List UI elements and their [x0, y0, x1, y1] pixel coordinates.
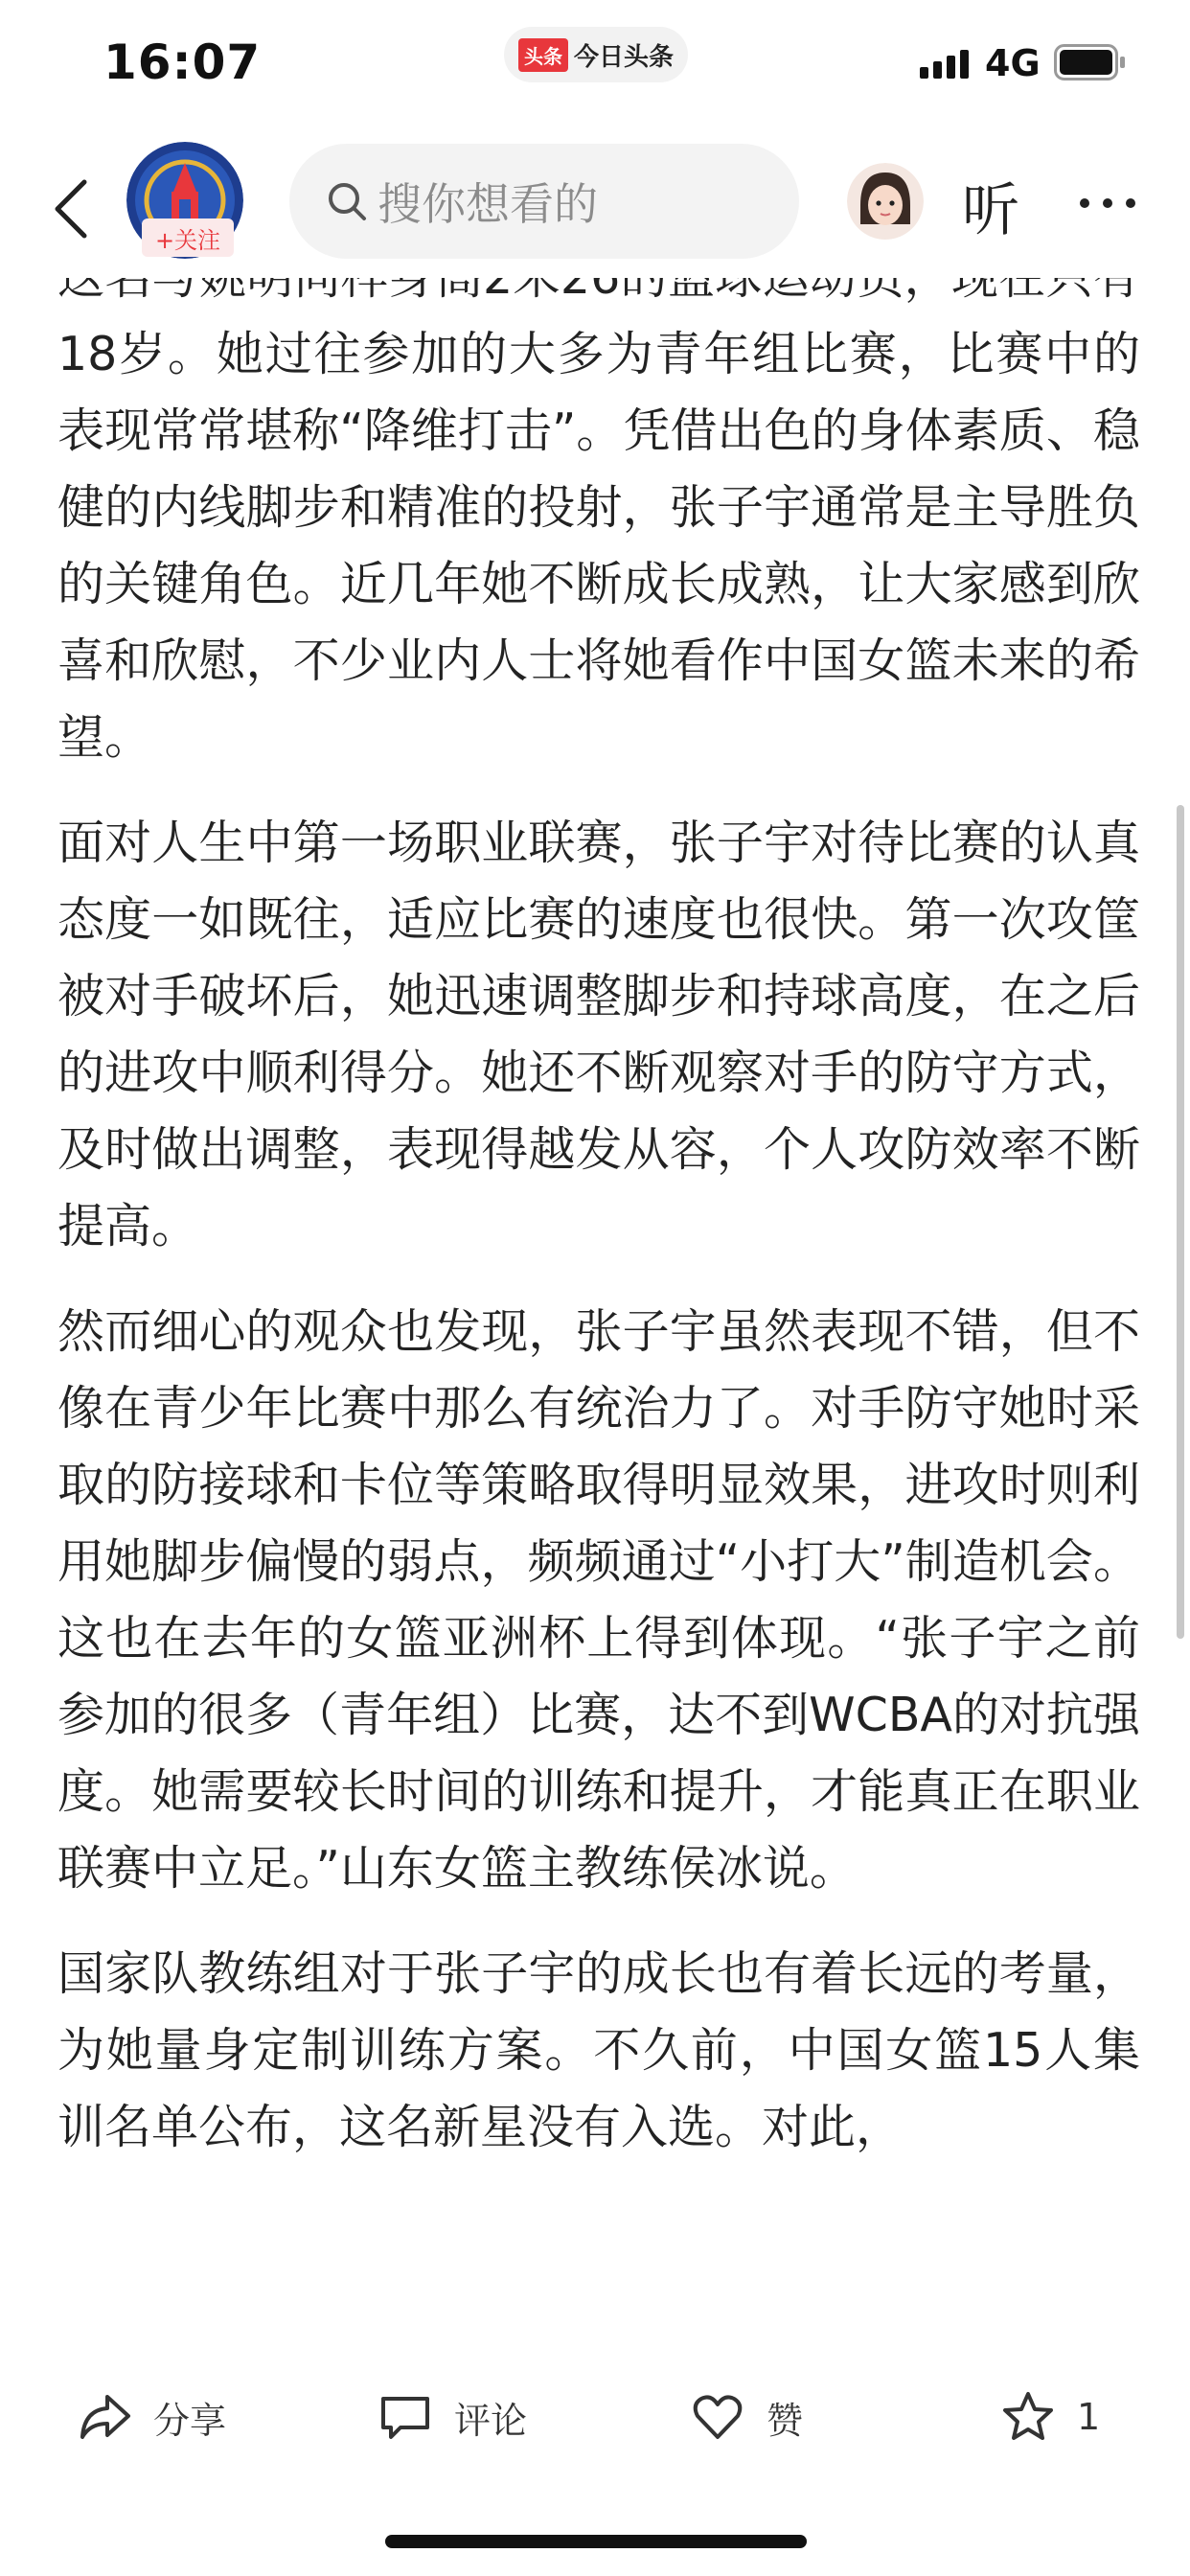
share-icon [77, 2389, 132, 2445]
status-bar [0, 0, 1190, 134]
more-icon[interactable] [1077, 196, 1138, 211]
article-paragraph: 国家队教练组对于张子宇的成长也有着长远的考量，为她量身定制训练方案。不久前，中国女篮15人集训名单公布，这名新星没有入选。对此， [57, 1946, 1140, 2154]
battery-icon [1054, 44, 1127, 80]
comment-button[interactable] [378, 2386, 527, 2448]
article-paragraph: 18岁。她过往参加的大多为青年组比赛，比赛中的表现常常堪称“降维打击”。凭借出色的身体素质、稳健的内线脚步和精准的投射，张子宇通常是主导胜负的关键角色。近几年她不断成长成熟，让大家感到欣喜和欣慰，不少业内人士将她看作中国女篮未来的希望。 [57, 327, 1140, 765]
app-name: 今日头条 [573, 42, 674, 72]
heart-icon [690, 2389, 745, 2445]
bottom-toolbar [0, 2348, 1190, 2482]
listen-button[interactable]: 听 [962, 177, 1019, 244]
app-indicator-pill[interactable] [504, 27, 688, 82]
favorite-count: 1 [1077, 2396, 1101, 2438]
app-logo: 头条 [518, 38, 568, 72]
status-time: 16:07 [103, 34, 262, 90]
article-body [57, 192, 1140, 2195]
article-paragraph: 面对人生中第一场职业联赛，张子宇对待比赛的认真态度一如既往，适应比赛的速度也很快。第一次攻筐被对手破坏后，她迅速调整脚步和持球高度，在之后的进攻中顺利得分。她还不断观察对手的防守方式，及时做出调整，表现得越发从容，个人攻防效率不断提高。 [57, 816, 1140, 1254]
signal-icon [920, 50, 970, 79]
share-button[interactable] [77, 2386, 226, 2448]
search-input[interactable] [289, 144, 799, 259]
user-avatar[interactable] [847, 163, 924, 240]
search-placeholder: 搜你想看的 [378, 178, 598, 230]
like-label: 赞 [767, 2399, 804, 2442]
scrollbar[interactable] [1177, 805, 1184, 1639]
nav-bar [0, 134, 1190, 278]
like-button[interactable] [690, 2386, 803, 2448]
follow-button[interactable]: +关注 [142, 218, 234, 257]
star-icon [1000, 2389, 1056, 2445]
network-label: 4G [985, 42, 1041, 84]
search-icon [326, 180, 368, 222]
favorite-button[interactable] [1000, 2386, 1100, 2448]
comment-icon [378, 2389, 433, 2445]
channel-avatar-group[interactable] [126, 142, 243, 259]
home-indicator[interactable] [385, 2535, 807, 2548]
comment-label: 评论 [454, 2399, 528, 2442]
article-paragraph: 然而细心的观众也发现，张子宇虽然表现不错，但不像在青少年比赛中那么有统治力了。对手防守她时采取的防接球和卡位等策略取得明显效果，进攻时则利用她脚步偏慢的弱点，频频通过“小打大”制造机会。这也在去年的女篮亚洲杯上得到体现。“张子宇之前参加的很多（青年组）比赛，达不到WCBA的对抗强度。她需要较长时间的训练和提升，才能真正在职业联赛中立足。”山东女篮主教练侯冰说。 [57, 1304, 1140, 1896]
share-label: 分享 [153, 2399, 227, 2442]
back-icon[interactable] [52, 178, 90, 240]
